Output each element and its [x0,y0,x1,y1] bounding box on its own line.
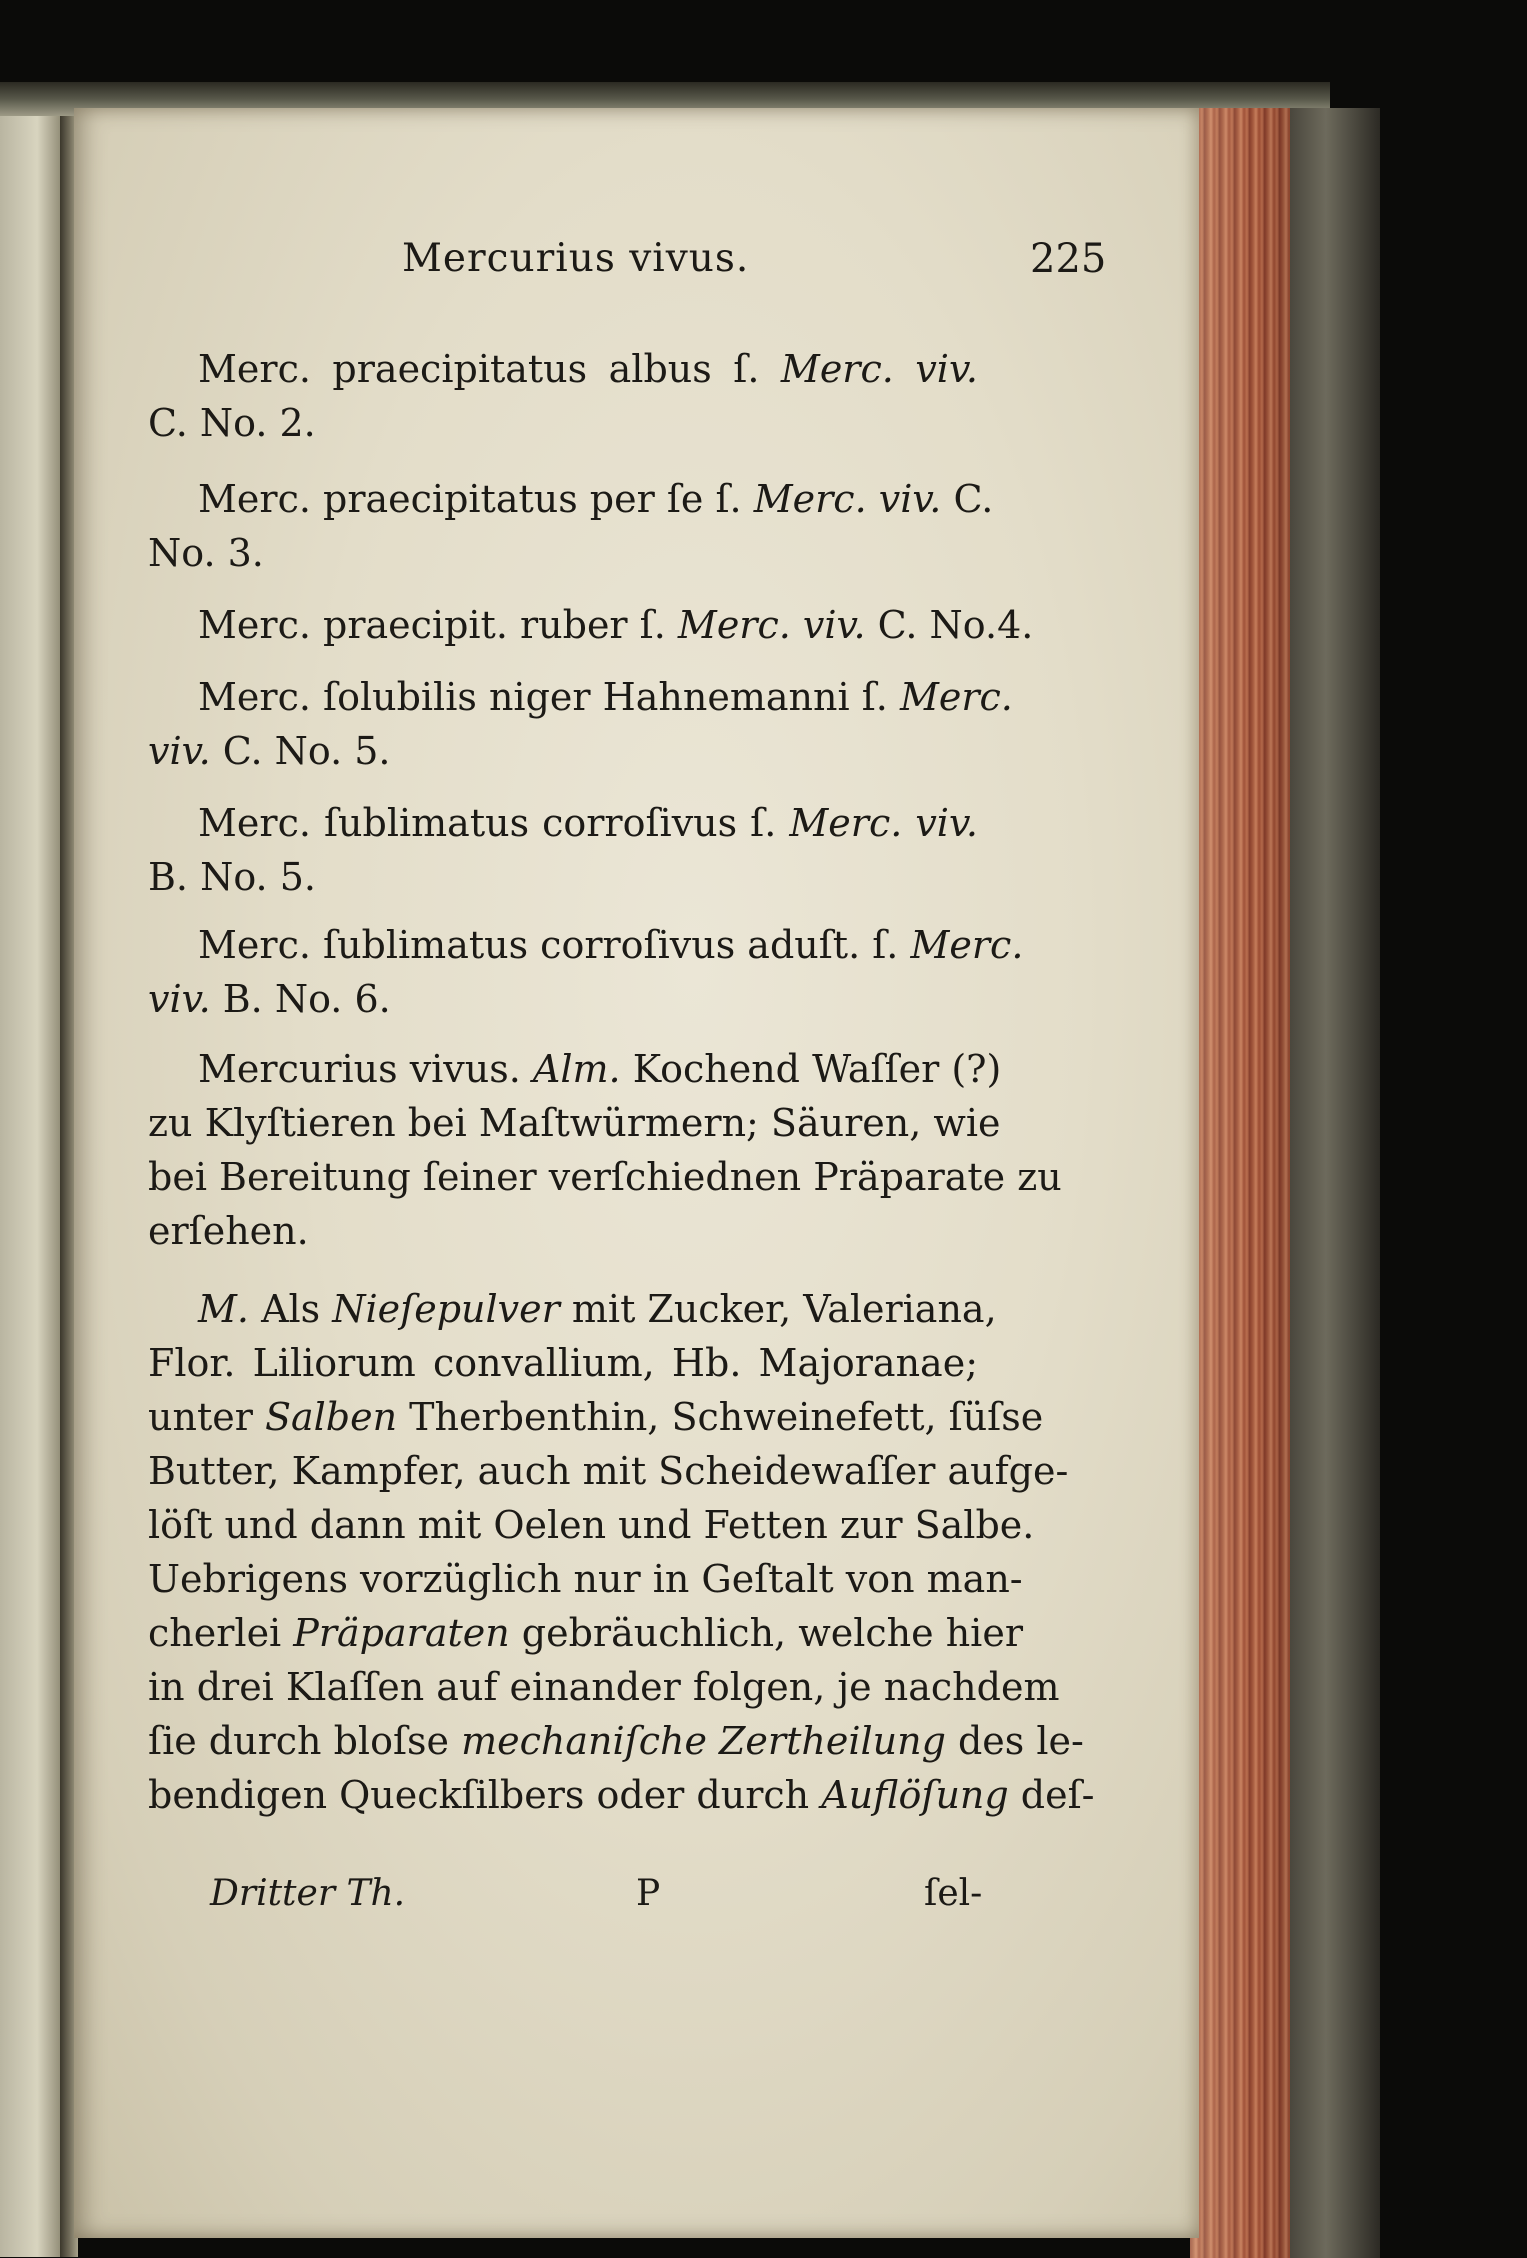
catchword: ſel- [924,1873,983,1914]
text-line: viv. B. No. 6. [148,977,391,1021]
text-line: löſt und dann mit Oelen und Fetten zur Salbe. [148,1503,1035,1547]
text-line: ſie durch bloſse mechaniſche Zertheilung des le- [148,1719,1084,1763]
text-line: bendigen Queckſilbers oder durch Auflöſung deſ- [148,1773,1095,1817]
text-line: unter Salben Therbenthin, Schweinefett, ſüſse [148,1395,1044,1439]
text-line: in drei Klaſſen auf einander folgen, je nachdem [148,1665,1060,1709]
facing-page-edge [0,100,62,2257]
entry-paragraph [148,1042,1062,1258]
text-line: M. Als Nieſepulver mit Zucker, Valeriana, [198,1287,997,1331]
text-line: Merc. praecipit. ruber ſ. Merc. viv. C. No.4. [198,603,1034,647]
entry-paragraph [148,1282,1095,1822]
text-line: zu Klyſtieren bei Maſtwürmern; Säuren, wie [148,1101,1001,1145]
entry-paragraph [148,472,994,580]
book-cover-edge [1290,108,1380,2258]
page-number: 225 [1030,236,1107,282]
gathering-mark: P [636,1873,661,1914]
text-line: cherlei Präparaten gebräuchlich, welche hier [148,1611,1023,1655]
text-line: B. No. 5. [148,855,316,899]
signature-mark: Dritter Th. [210,1873,406,1914]
entry-paragraph [148,342,978,450]
text-line: Merc. praecipitatus albus ſ. Merc. viv. [198,347,978,391]
entry-paragraph [148,796,978,904]
entry-paragraph [148,670,1013,778]
text-line: bei Bereitung ſeiner verſchiednen Präparate zu [148,1155,1062,1199]
text-line: erſehen. [148,1209,309,1253]
text-line: C. No. 2. [148,401,316,445]
text-line: Uebrigens vorzüglich nur in Geſtalt von man- [148,1557,1023,1601]
text-line: Mercurius vivus. Alm. Kochend Waſſer (?) [198,1047,1002,1091]
text-line: Merc. praecipitatus per ſe ſ. Merc. viv. C. [198,477,994,521]
entry-paragraph [148,918,1024,1026]
text-line: viv. C. No. 5. [148,729,391,773]
text-line: Butter, Kampfer, auch mit Scheidewaſſer aufge- [148,1449,1069,1493]
text-line: Flor. Liliorum convallium, Hb. Majoranae; [148,1341,978,1385]
text-line: Merc. ſolubilis niger Hahnemanni ſ. Merc. [198,675,1013,719]
text-line: Merc. ſublimatus corroſivus ſ. Merc. viv. [198,801,978,845]
entry-paragraph [148,598,1034,652]
text-line: Merc. ſublimatus corroſivus aduſt. ſ. Merc. [198,923,1024,967]
text-line: No. 3. [148,531,264,575]
running-head: Mercurius vivus. [402,236,750,281]
